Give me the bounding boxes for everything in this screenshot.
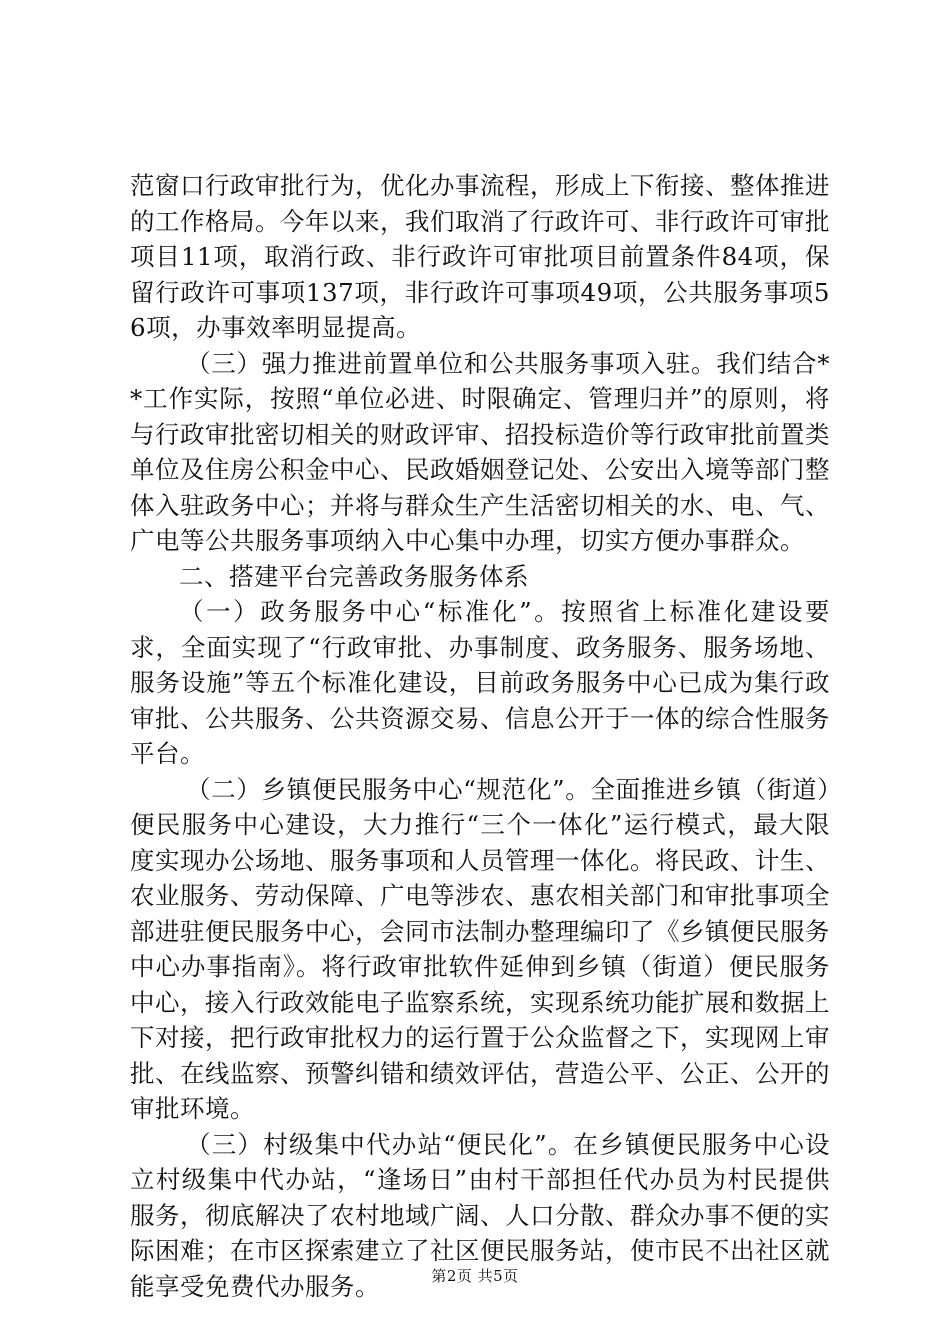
section-heading-2: 二、搭建平台完善政务服务体系 (179, 561, 529, 591)
paragraph-continuation: 范窗口行政审批行为，优化办事流程，形成上下衔接、整体推进的工作格局。今年以来，我们取消了行政许可、非行政许可审批项目11项，取消行政、非行政许可审批项目前置条件84项，保留行政许可事项137项，非行政许可事项49项，公共服务事项56项，办事效率明显提高。 (130, 171, 830, 342)
document-body (130, 168, 830, 1304)
paragraph-section-2-item-3: （三）村级集中代办站“便民化”。在乡镇便民服务中心设立村级集中代办站，“逢场日”由村干部担任代办员为村民提供服务，彻底解决了农村地域广阔、人口分散、群众办事不便的实际困难；在市区探索建立了社区便民服务站，使市民不出社区就能享受免费代办服务。 (130, 1129, 830, 1301)
paragraph-section-2-item-1: （一）政务服务中心“标准化”。按照省上标准化建设要求，全面实现了“行政审批、办事制度、政务服务、服务场地、服务设施”等五个标准化建设，目前政务服务中心已成为集行政审批、公共服务、公共资源交易、信息公开于一体的综合性服务平台。 (130, 597, 830, 768)
paragraph-section-1-item-3: （三）强力推进前置单位和公共服务事项入驻。我们结合**工作实际，按照“单位必进、时限确定、管理归并”的原则，将与行政审批密切相关的财政评审、招投标造价等行政审批前置类单位及住房公积金中心、民政婚姻登记处、公安出入境等部门整体入驻政务中心；并将与群众生产生活密切相关的水、电、气、广电等公共服务事项纳入中心集中办理，切实方便办事群众。 (130, 348, 830, 555)
page-footer (0, 1266, 950, 1286)
page-number: 第2页 共5页 (431, 1267, 519, 1285)
paragraph-section-2-item-2: （二）乡镇便民服务中心“规范化”。全面推进乡镇（街道）便民服务中心建设，大力推行“三个一体化”运行模式，最大限度实现办公场地、服务事项和人员管理一体化。将民政、计生、农业服务、劳动保障、广电等涉农、惠农相关部门和审批事项全部进驻便民服务中心，会同市法制办整理编印了《乡镇便民服务中心办事指南》。将行政审批软件延伸到乡镇（街道）便民服务中心，接入行政效能电子监察系统，实现系统功能扩展和数据上下对接，把行政审批权力的运行置于公众监督之下，实现网上审批、在线监察、预警纠错和绩效评估，营造公平、公正、公开的审批环境。 (130, 774, 830, 1123)
